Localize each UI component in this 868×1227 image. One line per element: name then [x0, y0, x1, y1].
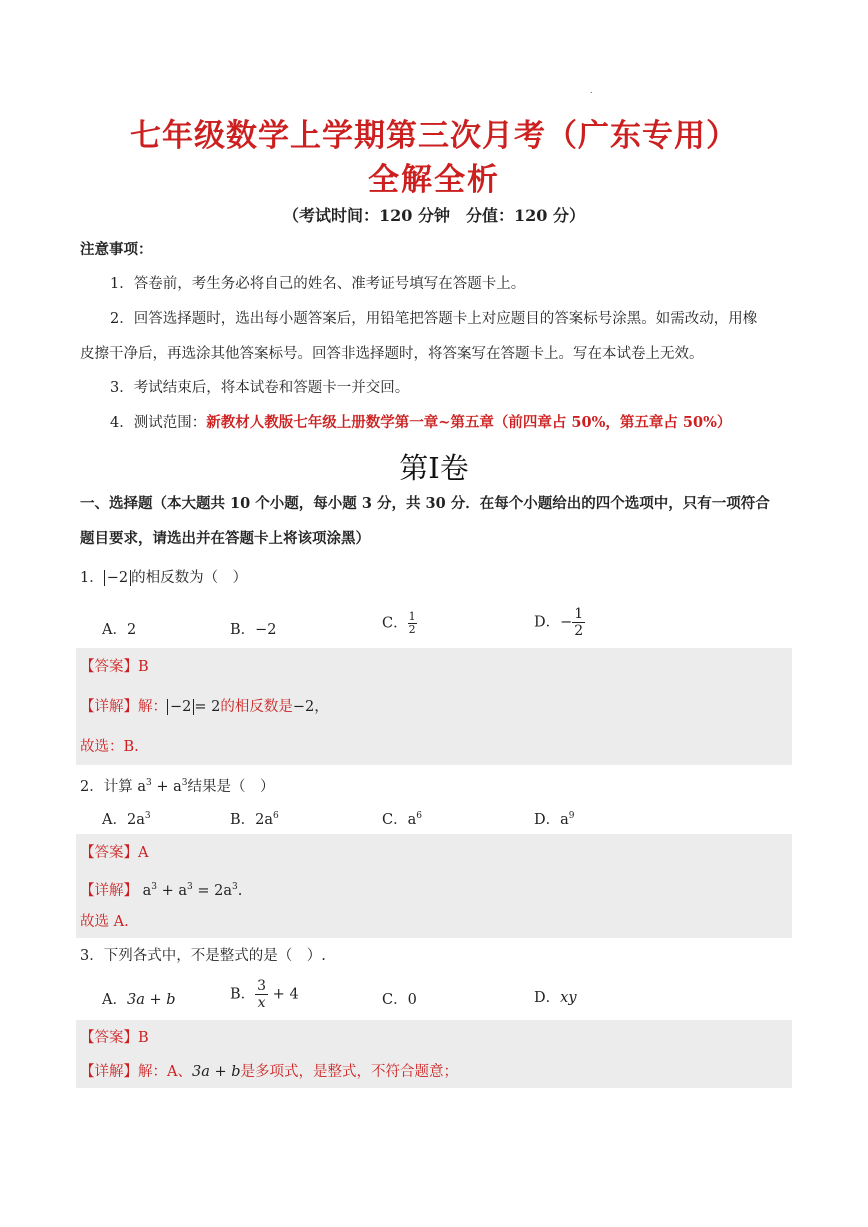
detail-text: 解： [138, 699, 167, 715]
notice-item-1: 1．答卷前，考生务必将自己的姓名、准考证号填写在答题卡上。 [110, 276, 526, 292]
option-label: C． [382, 812, 408, 828]
math-term: a [137, 778, 146, 795]
detail-tag: 【详解】 [80, 882, 138, 899]
exponent: 3 [187, 882, 193, 892]
notice-item-4 [110, 413, 731, 433]
question-1-stem [80, 568, 247, 588]
answer-value: A [138, 845, 149, 861]
answer-tag: 【答案】 [80, 659, 138, 675]
exponent: 3 [181, 778, 188, 788]
answer-value: B [138, 659, 149, 675]
question-number: 1． [80, 570, 104, 586]
option-tail: + 4 [268, 986, 299, 1003]
exponent: 3 [232, 882, 238, 892]
q1-option-d [534, 606, 585, 639]
exponent: 9 [568, 811, 575, 822]
option-label: D． [534, 990, 561, 1006]
question-3-stem [80, 946, 326, 966]
option-value: 2a [255, 812, 274, 828]
q3-answer [80, 1028, 149, 1048]
exponent: 3 [146, 778, 152, 788]
exponent: 3 [144, 811, 151, 822]
question-2-stem [80, 773, 274, 797]
fraction-denominator: 2 [574, 623, 584, 639]
notice-item-2: 2．回答选择题时，选出每小题答案后，用铅笔把答题卡上对应题目的答案标号涂黑。如需改动，用橡 [110, 311, 758, 327]
notice-heading: 注意事项： [80, 241, 153, 258]
fraction-denominator: 2 [408, 623, 416, 636]
q3-option-c: C．0 [382, 992, 417, 1008]
option-label: A． [102, 992, 127, 1008]
q1-conclusion: 故选：B. [80, 739, 139, 755]
answer-tag: 【答案】 [80, 1030, 138, 1046]
q2-option-c [382, 808, 422, 829]
q3-option-d [534, 986, 577, 1007]
detail-tag: 【详解】 [80, 699, 138, 715]
q3-detail [80, 1062, 458, 1082]
option-label: A． [102, 812, 127, 828]
math-term: . [237, 882, 243, 899]
fraction-numerator: 1 [408, 610, 416, 623]
option-label: D． [534, 812, 561, 828]
absolute-value: −2 [167, 699, 194, 715]
absolute-value: −2 [104, 570, 131, 586]
option-value: 2a [126, 812, 145, 828]
detail-text: 的相反数是 [220, 699, 293, 715]
q2-option-d [534, 808, 575, 829]
question-text: 2．计算 [80, 778, 138, 795]
fraction [572, 606, 585, 639]
page-mark: . [590, 86, 593, 95]
detail-value: −2， [292, 699, 329, 715]
q1-answer [80, 657, 149, 677]
option-value: a [407, 812, 417, 828]
exponent: 6 [416, 811, 422, 822]
fraction-denominator: x [257, 995, 266, 1011]
q2-option-a [102, 808, 151, 829]
option-label: B． [230, 986, 256, 1003]
option-label: C． [382, 615, 408, 632]
detail-equals: = 2 [194, 699, 221, 715]
q1-option-a: A．2 [102, 622, 137, 638]
option-value: a [560, 812, 569, 828]
notice-item-4-prefix: 4．测试范围： [110, 415, 207, 431]
section-desc: 一、选择题（本大题共 10 个小题，每小题 3 分，共 30 分．在每个小题给出的四个选项中，只有一项符合 [80, 495, 770, 512]
fraction [255, 978, 268, 1011]
section-title: 第Ⅰ卷 [399, 451, 469, 485]
fraction-numerator: 1 [574, 606, 584, 622]
q2-answer [80, 843, 148, 863]
q1-detail [80, 697, 329, 717]
question-text: 的相反数为（ ） [131, 570, 248, 586]
test-range: 新教材人教版七年级上册数学第一章~第五章（前四章占 50%，第五章占 50%） [206, 414, 732, 431]
question-number: 3． [80, 948, 104, 964]
option-value: xy [560, 990, 577, 1006]
math-term: a [138, 882, 152, 899]
q3-option-b [230, 978, 299, 1011]
answer-tag: 【答案】 [80, 845, 138, 861]
fraction [408, 611, 417, 636]
math-expression: 3a + b [191, 1064, 241, 1080]
q2-detail [80, 877, 242, 901]
q1-option-b: B．−2 [230, 622, 277, 638]
q1-option-c [382, 611, 417, 636]
q2-conclusion: 故选 A. [80, 914, 129, 930]
math-term: = 2a [192, 882, 232, 899]
math-term: + a [157, 882, 188, 899]
exponent: 3 [151, 882, 157, 892]
exponent: 6 [273, 811, 279, 822]
q3-option-a [102, 988, 176, 1009]
notice-item-3: 3．考试结束后，将本试卷和答题卡一并交回。 [110, 380, 410, 396]
exam-info: （考试时间：120 分钟 分值：120 分） [283, 206, 585, 225]
math-term: + a [151, 778, 182, 795]
page-subtitle: 全解全析 [368, 162, 500, 198]
section-desc-cont: 题目要求，请选出并在答题卡上将该项涂黑） [80, 530, 370, 547]
detail-tag: 【详解】 [80, 1064, 138, 1080]
answer-value: B [138, 1030, 149, 1046]
page-title: 七年级数学上学期第三次月考（广东专用） [130, 118, 738, 154]
option-value: 3a + b [126, 992, 176, 1008]
detail-text: 解：A、 [138, 1064, 192, 1080]
notice-item-2-cont: 皮擦干净后，再选涂其他答案标号。回答非选择题时，将答案写在答题卡上。写在本试卷上无效。 [80, 346, 704, 362]
question-text: 结果是（ ） [187, 778, 275, 795]
detail-text: 是多项式，是整式，不符合题意； [240, 1064, 459, 1080]
option-label: B． [230, 812, 256, 828]
option-label: D．− [534, 614, 573, 631]
question-text: 下列各式中，不是整式的是（ ）. [103, 948, 326, 964]
q2-option-b [230, 808, 279, 829]
fraction-numerator: 3 [257, 978, 267, 994]
